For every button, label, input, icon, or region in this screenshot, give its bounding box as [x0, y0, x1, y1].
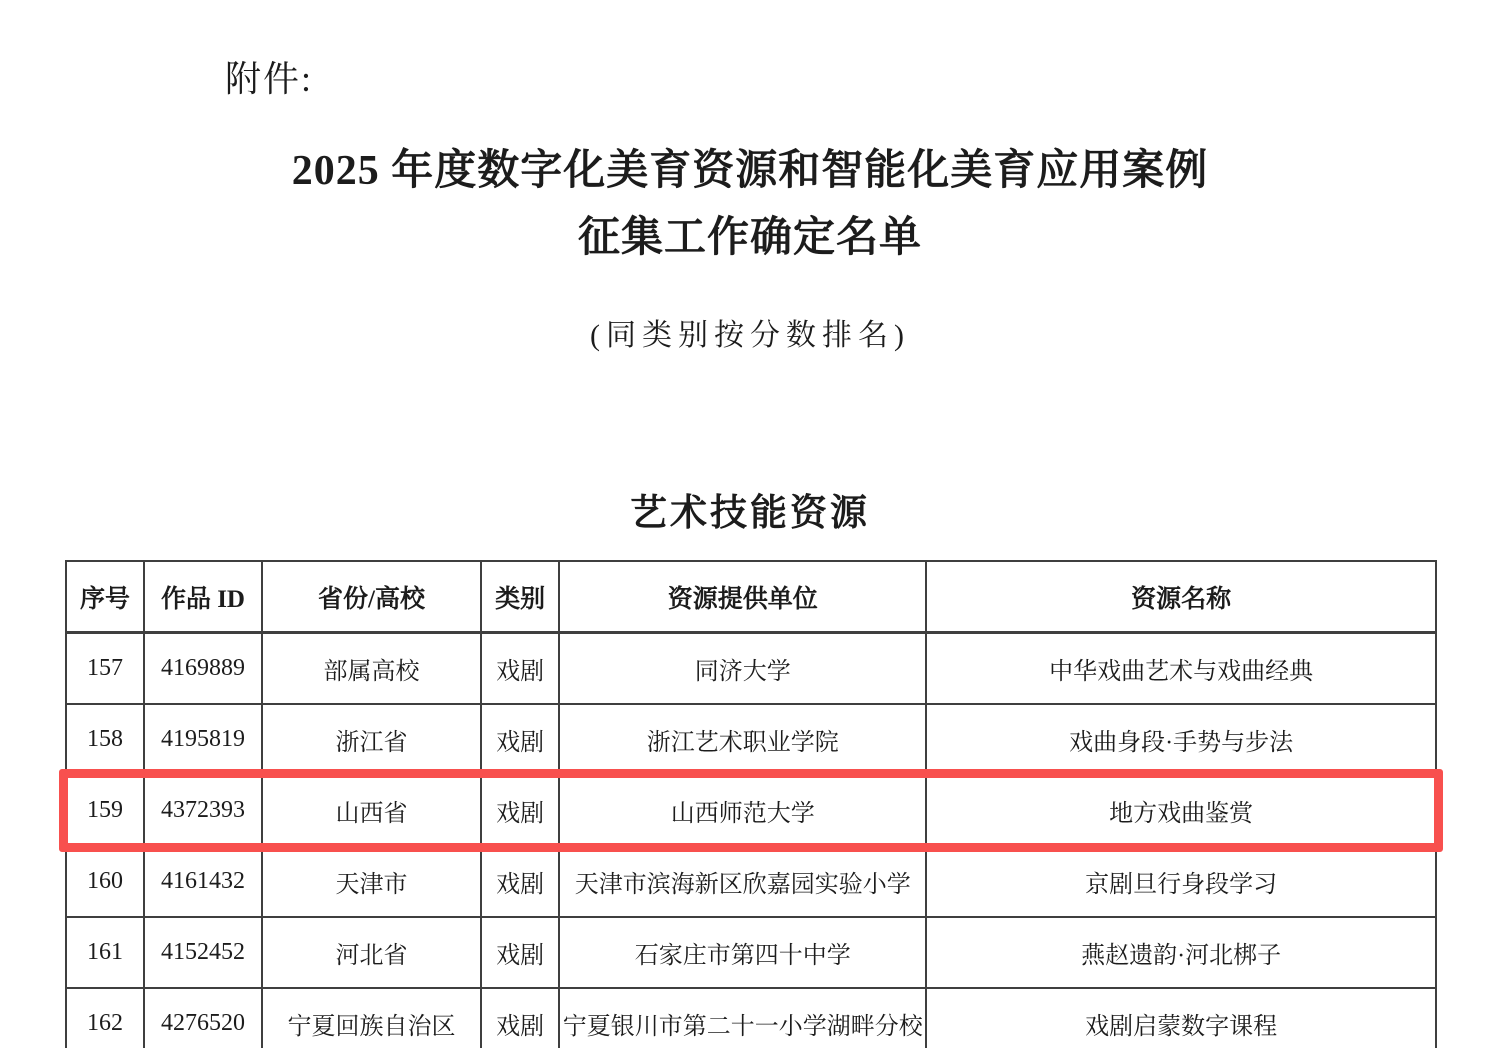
results-table	[65, 560, 1437, 1048]
results-table-container	[65, 560, 1437, 1048]
table-cell: 地方戏曲鉴赏	[926, 775, 1436, 846]
table-cell: 宁夏银川市第二十一小学湖畔分校	[559, 988, 926, 1048]
document-title-line2: 征集工作确定名单	[577, 214, 922, 261]
table-cell: 4152452	[144, 917, 262, 988]
column-header: 资源提供单位	[559, 561, 926, 633]
table-row	[66, 988, 1436, 1048]
table-cell: 157	[66, 633, 144, 705]
table-cell: 京剧旦行身段学习	[926, 846, 1436, 917]
table-row	[66, 775, 1436, 846]
table-header-row	[66, 561, 1436, 633]
table-cell: 山西省	[262, 775, 481, 846]
column-header: 省份/高校	[262, 561, 481, 633]
document-title-line1: 2025 年度数字化美育资源和智能化美育应用案例	[291, 148, 1209, 195]
table-row	[66, 704, 1436, 775]
column-header: 资源名称	[926, 561, 1436, 633]
table-cell: 162	[66, 988, 144, 1048]
attachment-label: 附件:	[225, 59, 314, 99]
table-cell: 159	[66, 775, 144, 846]
section-title: 艺术技能资源	[630, 492, 870, 534]
table-cell: 4372393	[144, 775, 262, 846]
table-cell: 浙江省	[262, 704, 481, 775]
column-header: 类别	[481, 561, 559, 633]
table-cell: 戏剧启蒙数字课程	[926, 988, 1436, 1048]
table-cell: 戏剧	[481, 917, 559, 988]
table-cell: 天津市	[262, 846, 481, 917]
column-header: 序号	[66, 561, 144, 633]
ranking-note: (同类别按分数排名)	[590, 319, 910, 353]
table-cell: 戏曲身段·手势与步法	[926, 704, 1436, 775]
table-cell: 戏剧	[481, 633, 559, 705]
table-cell: 浙江艺术职业学院	[559, 704, 926, 775]
table-cell: 山西师范大学	[559, 775, 926, 846]
table-row	[66, 917, 1436, 988]
table-cell: 同济大学	[559, 633, 926, 705]
table-cell: 160	[66, 846, 144, 917]
table-cell: 石家庄市第四十中学	[559, 917, 926, 988]
table-cell: 中华戏曲艺术与戏曲经典	[926, 633, 1436, 705]
column-header: 作品 ID	[144, 561, 262, 633]
table-cell: 部属高校	[262, 633, 481, 705]
table-row	[66, 633, 1436, 705]
table-cell: 天津市滨海新区欣嘉园实验小学	[559, 846, 926, 917]
table-cell: 4276520	[144, 988, 262, 1048]
table-cell: 158	[66, 704, 144, 775]
table-cell: 河北省	[262, 917, 481, 988]
table-cell: 戏剧	[481, 988, 559, 1048]
document-page	[0, 58, 1500, 1048]
table-cell: 燕赵遗韵·河北梆子	[926, 917, 1436, 988]
table-cell: 4169889	[144, 633, 262, 705]
table-cell: 4195819	[144, 704, 262, 775]
table-cell: 戏剧	[481, 775, 559, 846]
table-cell: 戏剧	[481, 704, 559, 775]
table-cell: 戏剧	[481, 846, 559, 917]
table-row	[66, 846, 1436, 917]
table-cell: 宁夏回族自治区	[262, 988, 481, 1048]
table-cell: 4161432	[144, 846, 262, 917]
table-cell: 161	[66, 917, 144, 988]
